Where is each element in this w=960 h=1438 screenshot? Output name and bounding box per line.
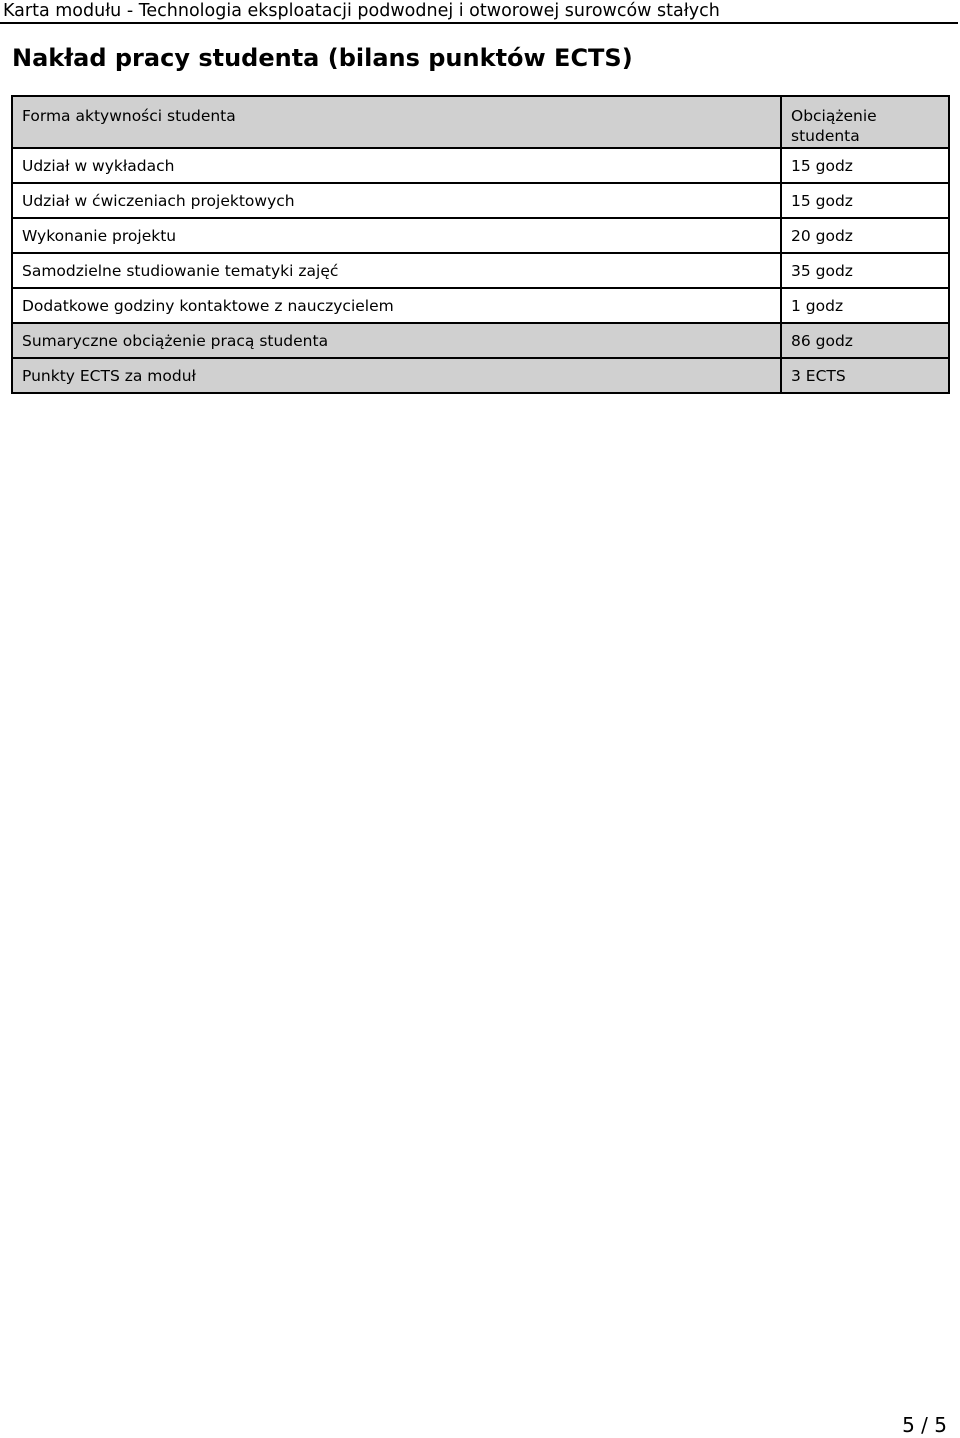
load-cell: 1 godz xyxy=(781,288,949,323)
activity-cell: Udział w ćwiczeniach projektowych xyxy=(12,183,781,218)
running-header: Karta modułu - Technologia eksploatacji podwodnej i otworowej surowców stałych xyxy=(0,0,958,24)
column-header-activity: Forma aktywności studenta xyxy=(12,96,781,148)
page-number: 5 / 5 xyxy=(902,1413,947,1437)
ects-value: 3 ECTS xyxy=(781,358,949,393)
table-row xyxy=(12,218,949,253)
load-cell: 35 godz xyxy=(781,253,949,288)
load-cell: 15 godz xyxy=(781,148,949,183)
activity-cell: Dodatkowe godziny kontaktowe z nauczycielem xyxy=(12,288,781,323)
section-title: Nakład pracy studenta (bilans punktów ECTS) xyxy=(12,44,633,72)
table-row xyxy=(12,183,949,218)
activity-cell: Udział w wykładach xyxy=(12,148,781,183)
load-cell: 15 godz xyxy=(781,183,949,218)
table-row xyxy=(12,148,949,183)
workload-table xyxy=(11,95,950,394)
table-row xyxy=(12,253,949,288)
activity-cell: Samodzielne studiowanie tematyki zajęć xyxy=(12,253,781,288)
ects-row xyxy=(12,358,949,393)
total-row xyxy=(12,323,949,358)
table-row xyxy=(12,288,949,323)
total-value: 86 godz xyxy=(781,323,949,358)
table-header-row xyxy=(12,96,949,148)
total-label: Sumaryczne obciążenie pracą studenta xyxy=(12,323,781,358)
column-header-load: Obciążenie studenta xyxy=(781,96,949,148)
load-cell: 20 godz xyxy=(781,218,949,253)
activity-cell: Wykonanie projektu xyxy=(12,218,781,253)
ects-label: Punkty ECTS za moduł xyxy=(12,358,781,393)
